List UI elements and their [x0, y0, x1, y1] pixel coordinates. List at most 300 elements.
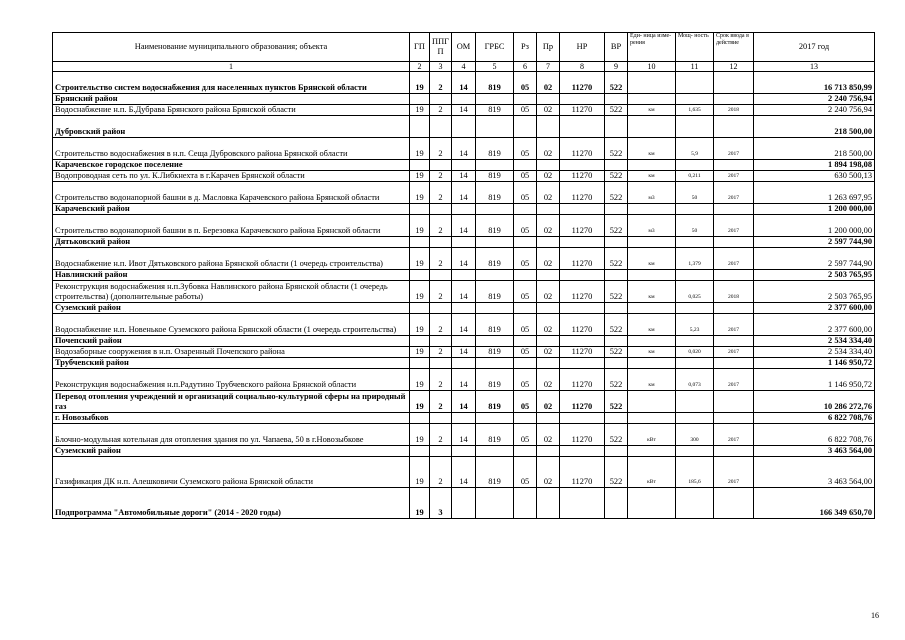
cell-term	[714, 446, 754, 457]
cell-om: 14	[452, 72, 476, 94]
cell-gp: 19	[410, 369, 430, 391]
table-row	[53, 446, 875, 457]
column-number: 2	[410, 62, 430, 72]
header-unit: Еди- ница изме- рения	[628, 33, 676, 62]
cell-rz	[514, 116, 537, 138]
cell-om: 14	[452, 347, 476, 358]
cell-power: 0,025	[676, 281, 714, 303]
cell-om: 14	[452, 182, 476, 204]
cell-unit	[628, 488, 676, 519]
cell-gp	[410, 336, 430, 347]
cell-om: 14	[452, 424, 476, 446]
cell-pr: 02	[537, 105, 560, 116]
cell-amount: 6 822 708,76	[754, 424, 875, 446]
cell-gp	[410, 270, 430, 281]
cell-grbs	[476, 270, 514, 281]
cell-unit	[628, 160, 676, 171]
cell-name: Карачевский район	[53, 204, 410, 215]
cell-vr: 522	[605, 347, 628, 358]
cell-pr: 02	[537, 72, 560, 94]
cell-grbs	[476, 94, 514, 105]
cell-unit	[628, 413, 676, 424]
cell-term: 2018	[714, 105, 754, 116]
cell-vr	[605, 94, 628, 105]
header-gp: ГП	[410, 33, 430, 62]
cell-name: Подпрограмма "Автомобильные дороги" (2014 - 2020 годы)	[53, 488, 410, 519]
header-grbs: ГРБС	[476, 33, 514, 62]
cell-rz: 05	[514, 105, 537, 116]
cell-vr: 522	[605, 424, 628, 446]
cell-term	[714, 270, 754, 281]
table-row	[53, 314, 875, 336]
header-term: Срок ввода в действие	[714, 33, 754, 62]
cell-gp: 19	[410, 248, 430, 270]
cell-amount: 2 240 756,94	[754, 105, 875, 116]
cell-rz: 05	[514, 314, 537, 336]
cell-vr: 522	[605, 314, 628, 336]
cell-ppg: 2	[430, 369, 452, 391]
cell-ppg: 2	[430, 215, 452, 237]
cell-grbs: 819	[476, 138, 514, 160]
cell-unit	[628, 94, 676, 105]
cell-ppg	[430, 94, 452, 105]
cell-rz	[514, 270, 537, 281]
cell-vr: 522	[605, 72, 628, 94]
cell-rz	[514, 336, 537, 347]
cell-amount: 3 463 564,00	[754, 446, 875, 457]
cell-pr	[537, 160, 560, 171]
cell-rz: 05	[514, 369, 537, 391]
cell-name: Строительство водоснабжения в н.п. Сеща Дубровского района Брянской области	[53, 138, 410, 160]
cell-om: 14	[452, 457, 476, 488]
cell-gp	[410, 303, 430, 314]
cell-om: 14	[452, 314, 476, 336]
cell-amount: 2 240 756,94	[754, 94, 875, 105]
cell-amount: 2 597 744,90	[754, 248, 875, 270]
cell-nr: 11270	[560, 171, 605, 182]
cell-pr: 02	[537, 138, 560, 160]
cell-unit	[628, 358, 676, 369]
cell-name: Реконструкция водоснабжения н.п.Зубовка Навлинского района Брянской области (1 очередь строительства) (дополнительные работы)	[53, 281, 410, 303]
column-number: 3	[430, 62, 452, 72]
cell-amount: 2 377 600,00	[754, 303, 875, 314]
cell-gp: 19	[410, 457, 430, 488]
cell-name: Реконструкция водоснабжения н.п.Радутино Трубчевского района Брянской области	[53, 369, 410, 391]
cell-ppg	[430, 204, 452, 215]
cell-gp: 19	[410, 314, 430, 336]
table-row	[53, 488, 875, 519]
table-row	[53, 303, 875, 314]
cell-unit: км	[628, 138, 676, 160]
cell-name: Суземский район	[53, 303, 410, 314]
cell-nr: 11270	[560, 138, 605, 160]
cell-unit	[628, 446, 676, 457]
cell-ppg	[430, 237, 452, 248]
column-number: 8	[560, 62, 605, 72]
page-number: 16	[871, 611, 879, 620]
cell-om	[452, 237, 476, 248]
cell-power: 0,211	[676, 171, 714, 182]
header-power: Мощ- ность	[676, 33, 714, 62]
cell-unit	[628, 116, 676, 138]
cell-pr: 02	[537, 391, 560, 413]
budget-sheet	[52, 32, 874, 519]
cell-om: 14	[452, 369, 476, 391]
cell-nr	[560, 116, 605, 138]
header-vr: ВР	[605, 33, 628, 62]
cell-gp	[410, 358, 430, 369]
cell-power	[676, 358, 714, 369]
cell-amount: 1 200 000,00	[754, 215, 875, 237]
cell-gp: 19	[410, 105, 430, 116]
cell-name: Почепский район	[53, 336, 410, 347]
cell-grbs: 819	[476, 457, 514, 488]
cell-rz	[514, 446, 537, 457]
cell-power	[676, 116, 714, 138]
budget-table	[52, 32, 875, 519]
table-row	[53, 270, 875, 281]
cell-power: 300	[676, 424, 714, 446]
cell-rz: 05	[514, 182, 537, 204]
cell-grbs: 819	[476, 281, 514, 303]
cell-power	[676, 488, 714, 519]
cell-grbs: 819	[476, 424, 514, 446]
cell-name: Навлинский район	[53, 270, 410, 281]
cell-pr	[537, 488, 560, 519]
cell-unit	[628, 72, 676, 94]
cell-rz	[514, 237, 537, 248]
cell-vr: 522	[605, 215, 628, 237]
cell-rz: 05	[514, 457, 537, 488]
cell-term	[714, 72, 754, 94]
cell-rz: 05	[514, 347, 537, 358]
cell-gp	[410, 160, 430, 171]
header-rz: Рз	[514, 33, 537, 62]
cell-pr	[537, 116, 560, 138]
cell-pr: 02	[537, 182, 560, 204]
cell-nr: 11270	[560, 182, 605, 204]
cell-grbs	[476, 204, 514, 215]
cell-power	[676, 72, 714, 94]
cell-pr	[537, 94, 560, 105]
header-name: Наименование муниципального образования; объекта	[53, 33, 410, 62]
cell-nr: 11270	[560, 369, 605, 391]
cell-amount: 2 534 334,40	[754, 347, 875, 358]
column-number: 9	[605, 62, 628, 72]
cell-amount: 10 286 272,76	[754, 391, 875, 413]
cell-nr: 11270	[560, 391, 605, 413]
cell-unit	[628, 336, 676, 347]
cell-term	[714, 488, 754, 519]
cell-nr	[560, 446, 605, 457]
cell-gp	[410, 237, 430, 248]
cell-om	[452, 116, 476, 138]
cell-power: 50	[676, 182, 714, 204]
cell-vr	[605, 116, 628, 138]
cell-term	[714, 204, 754, 215]
cell-unit	[628, 270, 676, 281]
cell-nr	[560, 488, 605, 519]
table-body	[53, 72, 875, 519]
cell-vr	[605, 270, 628, 281]
cell-unit: кВт	[628, 457, 676, 488]
cell-nr: 11270	[560, 72, 605, 94]
cell-nr	[560, 237, 605, 248]
cell-term	[714, 303, 754, 314]
cell-rz	[514, 413, 537, 424]
cell-name: Трубчевский район	[53, 358, 410, 369]
cell-pr	[537, 358, 560, 369]
cell-power: 0,020	[676, 347, 714, 358]
cell-vr: 522	[605, 105, 628, 116]
cell-vr	[605, 488, 628, 519]
table-row	[53, 424, 875, 446]
table-row	[53, 160, 875, 171]
cell-unit: кВт	[628, 424, 676, 446]
cell-power: 1,379	[676, 248, 714, 270]
table-row	[53, 413, 875, 424]
table-row	[53, 105, 875, 116]
cell-pr	[537, 303, 560, 314]
cell-grbs: 819	[476, 215, 514, 237]
table-row	[53, 138, 875, 160]
cell-amount: 6 822 708,76	[754, 413, 875, 424]
cell-pr	[537, 237, 560, 248]
cell-pr: 02	[537, 171, 560, 182]
cell-amount: 630 500,13	[754, 171, 875, 182]
cell-vr	[605, 303, 628, 314]
cell-rz: 05	[514, 171, 537, 182]
cell-pr: 02	[537, 314, 560, 336]
cell-nr	[560, 204, 605, 215]
cell-vr: 522	[605, 182, 628, 204]
cell-gp: 19	[410, 72, 430, 94]
cell-grbs	[476, 358, 514, 369]
cell-gp	[410, 413, 430, 424]
cell-rz	[514, 358, 537, 369]
cell-ppg	[430, 358, 452, 369]
cell-nr	[560, 336, 605, 347]
cell-ppg: 2	[430, 171, 452, 182]
cell-term: 2017	[714, 138, 754, 160]
table-row	[53, 391, 875, 413]
table-row	[53, 248, 875, 270]
cell-grbs	[476, 336, 514, 347]
cell-nr	[560, 413, 605, 424]
cell-gp: 19	[410, 424, 430, 446]
cell-pr: 02	[537, 248, 560, 270]
table-row	[53, 457, 875, 488]
cell-grbs	[476, 413, 514, 424]
cell-term: 2017	[714, 182, 754, 204]
cell-name: Строительство систем водоснабжения для населенных пунктов Брянской области	[53, 72, 410, 94]
cell-unit: км	[628, 171, 676, 182]
cell-unit: км	[628, 105, 676, 116]
cell-pr	[537, 204, 560, 215]
cell-unit	[628, 391, 676, 413]
cell-gp: 19	[410, 215, 430, 237]
cell-gp	[410, 204, 430, 215]
cell-ppg: 2	[430, 182, 452, 204]
cell-term: 2017	[714, 347, 754, 358]
cell-name: г. Новозыбков	[53, 413, 410, 424]
cell-rz	[514, 204, 537, 215]
cell-amount: 2 597 744,90	[754, 237, 875, 248]
cell-vr	[605, 160, 628, 171]
cell-nr: 11270	[560, 424, 605, 446]
cell-amount: 1 146 950,72	[754, 358, 875, 369]
cell-ppg: 2	[430, 105, 452, 116]
cell-gp: 19	[410, 138, 430, 160]
cell-unit	[628, 237, 676, 248]
cell-nr: 11270	[560, 215, 605, 237]
cell-nr: 11270	[560, 248, 605, 270]
cell-power	[676, 237, 714, 248]
cell-term: 2018	[714, 281, 754, 303]
cell-name: Суземский район	[53, 446, 410, 457]
cell-name: Карачевское городское поселение	[53, 160, 410, 171]
table-row	[53, 358, 875, 369]
cell-unit: м3	[628, 215, 676, 237]
column-number: 5	[476, 62, 514, 72]
cell-ppg: 2	[430, 457, 452, 488]
cell-power	[676, 94, 714, 105]
cell-gp: 19	[410, 182, 430, 204]
cell-vr: 522	[605, 248, 628, 270]
cell-amount: 1 146 950,72	[754, 369, 875, 391]
cell-grbs: 819	[476, 347, 514, 358]
column-number: 12	[714, 62, 754, 72]
cell-name: Дубровский район	[53, 116, 410, 138]
cell-power: 50	[676, 215, 714, 237]
cell-term: 2017	[714, 369, 754, 391]
cell-power	[676, 336, 714, 347]
table-row	[53, 72, 875, 94]
header-row	[53, 33, 875, 62]
cell-name: Водозаборные сооружения в н.п. Озаренный Почепского района	[53, 347, 410, 358]
cell-vr	[605, 204, 628, 215]
cell-rz: 05	[514, 138, 537, 160]
cell-grbs	[476, 237, 514, 248]
cell-om: 14	[452, 281, 476, 303]
cell-ppg: 3	[430, 488, 452, 519]
cell-power	[676, 270, 714, 281]
cell-ppg: 2	[430, 72, 452, 94]
table-row	[53, 281, 875, 303]
cell-power	[676, 391, 714, 413]
column-number: 10	[628, 62, 676, 72]
cell-nr	[560, 358, 605, 369]
cell-pr: 02	[537, 424, 560, 446]
cell-om: 14	[452, 215, 476, 237]
cell-grbs: 819	[476, 72, 514, 94]
cell-ppg: 2	[430, 281, 452, 303]
cell-ppg	[430, 270, 452, 281]
cell-pr	[537, 336, 560, 347]
cell-om	[452, 204, 476, 215]
cell-power: 0,073	[676, 369, 714, 391]
cell-grbs: 819	[476, 314, 514, 336]
cell-unit	[628, 303, 676, 314]
cell-name: Перевод отопления учреждений и организаций социально-культурной сферы на природный газ	[53, 391, 410, 413]
cell-name: Водоснабжение н.п. Ивот Дятьковского района Брянской области (1 очередь строительства)	[53, 248, 410, 270]
cell-pr: 02	[537, 281, 560, 303]
cell-vr: 522	[605, 457, 628, 488]
column-number: 6	[514, 62, 537, 72]
cell-om: 14	[452, 248, 476, 270]
cell-vr: 522	[605, 391, 628, 413]
cell-name: Блочно-модульная котельная для отопления здания по ул. Чапаева, 50 в г.Новозыбкове	[53, 424, 410, 446]
cell-ppg	[430, 336, 452, 347]
table-row	[53, 369, 875, 391]
cell-unit: км	[628, 369, 676, 391]
cell-ppg	[430, 303, 452, 314]
cell-rz: 05	[514, 391, 537, 413]
cell-power	[676, 446, 714, 457]
cell-term: 2017	[714, 314, 754, 336]
column-number: 13	[754, 62, 875, 72]
cell-amount: 1 894 198,08	[754, 160, 875, 171]
cell-term: 2017	[714, 215, 754, 237]
table-row	[53, 336, 875, 347]
cell-name: Строительство водонапорной башни в д. Масловка Карачевского района Брянской области	[53, 182, 410, 204]
cell-amount: 2 377 600,00	[754, 314, 875, 336]
cell-power: 185,6	[676, 457, 714, 488]
cell-pr	[537, 446, 560, 457]
cell-name: Газификация ДК н.п. Алешковичи Суземского района Брянской области	[53, 457, 410, 488]
cell-amount: 1 263 697,95	[754, 182, 875, 204]
cell-term	[714, 358, 754, 369]
cell-term: 2017	[714, 457, 754, 488]
cell-grbs	[476, 116, 514, 138]
cell-vr	[605, 336, 628, 347]
cell-vr	[605, 413, 628, 424]
cell-grbs: 819	[476, 105, 514, 116]
cell-power: 5,23	[676, 314, 714, 336]
cell-om	[452, 488, 476, 519]
cell-grbs	[476, 488, 514, 519]
cell-vr: 522	[605, 369, 628, 391]
cell-power	[676, 204, 714, 215]
header-ppg: ППГ П	[430, 33, 452, 62]
cell-name: Дятьковский район	[53, 237, 410, 248]
cell-grbs: 819	[476, 369, 514, 391]
table-row	[53, 204, 875, 215]
cell-grbs: 819	[476, 391, 514, 413]
cell-vr	[605, 446, 628, 457]
cell-ppg: 2	[430, 391, 452, 413]
column-number: 1	[53, 62, 410, 72]
cell-gp	[410, 94, 430, 105]
cell-om	[452, 336, 476, 347]
cell-term	[714, 94, 754, 105]
cell-gp: 19	[410, 347, 430, 358]
cell-om: 14	[452, 138, 476, 160]
cell-unit: км	[628, 347, 676, 358]
cell-name: Водопроводная сеть по ул. К.Либкнехта в г.Карачев Брянской области	[53, 171, 410, 182]
table-row	[53, 237, 875, 248]
cell-grbs	[476, 303, 514, 314]
cell-unit: км	[628, 248, 676, 270]
cell-vr: 522	[605, 281, 628, 303]
table-row	[53, 116, 875, 138]
cell-grbs: 819	[476, 171, 514, 182]
cell-nr: 11270	[560, 457, 605, 488]
cell-gp: 19	[410, 281, 430, 303]
cell-grbs	[476, 160, 514, 171]
cell-rz	[514, 303, 537, 314]
cell-term	[714, 336, 754, 347]
